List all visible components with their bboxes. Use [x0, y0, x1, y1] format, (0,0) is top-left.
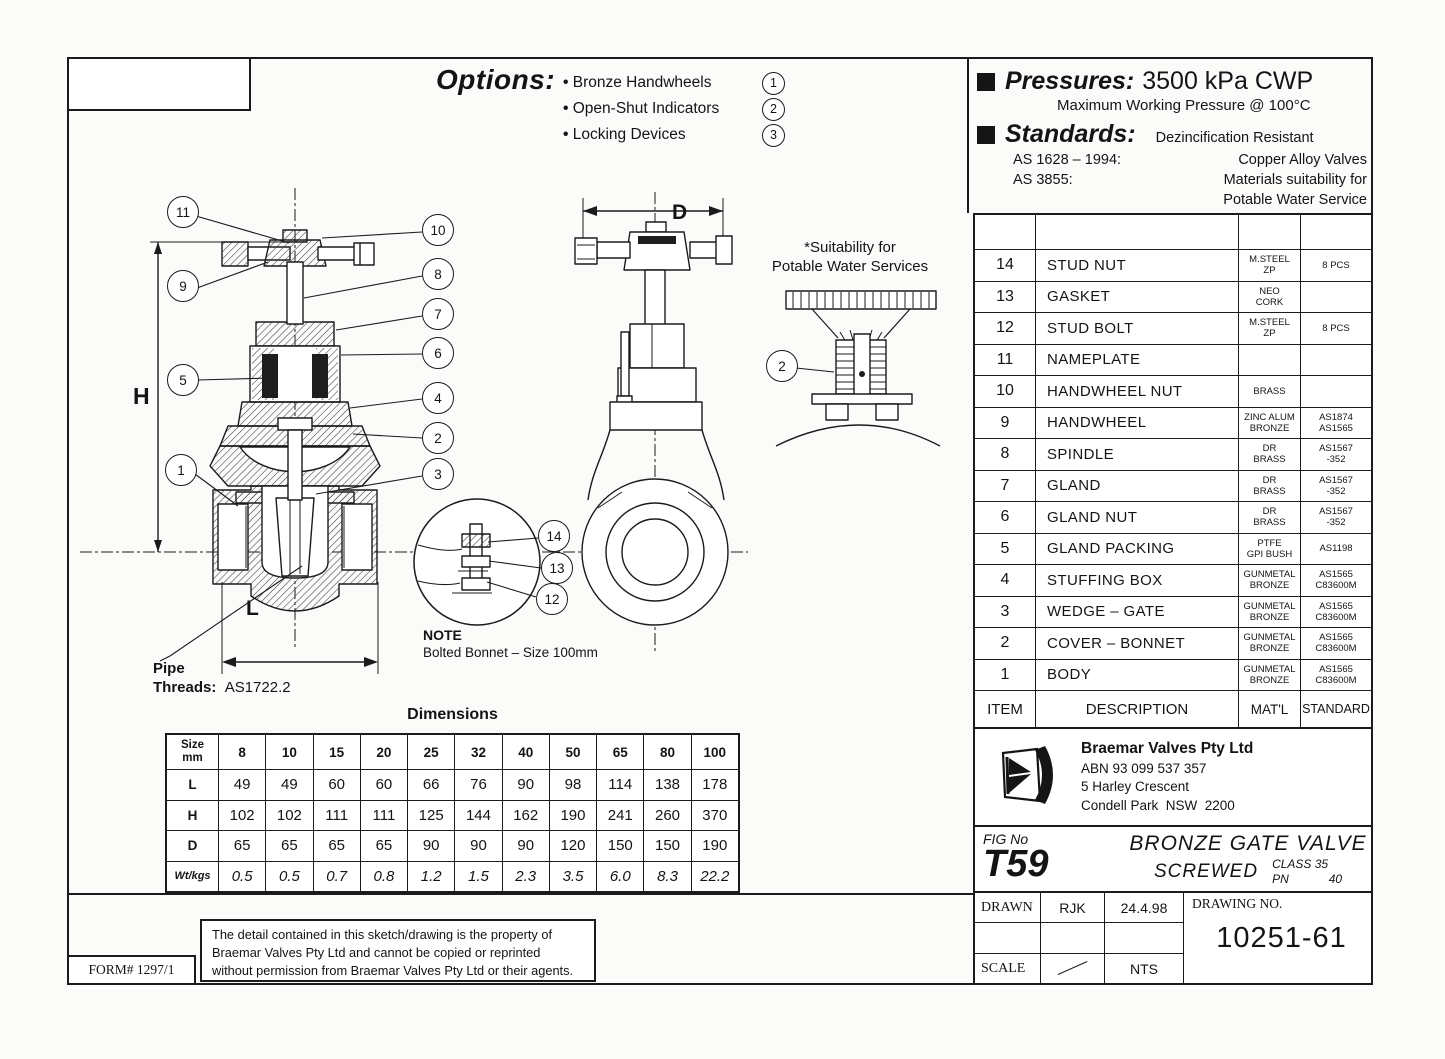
- dim-value: 138: [643, 770, 690, 800]
- dim-size-value: 32: [454, 735, 501, 769]
- part-material: [1238, 345, 1300, 376]
- part-description: GLAND NUT: [1035, 502, 1238, 533]
- valve-side-view: [575, 198, 732, 625]
- part-description: HANDWHEEL: [1035, 408, 1238, 439]
- part-description: GASKET: [1035, 282, 1238, 313]
- callout-9: 9: [167, 270, 199, 302]
- option-number-badge: 3: [762, 124, 785, 147]
- standards-title: Standards:: [1005, 120, 1136, 148]
- part-material: BRASS: [1238, 376, 1300, 407]
- pressures-title: Pressures:: [1005, 67, 1135, 95]
- note-text: Bolted Bonnet – Size 100mm: [423, 645, 598, 660]
- company-name: Braemar Valves Pty Ltd: [1081, 740, 1254, 758]
- dim-value: 0.5: [265, 862, 312, 892]
- part-standard: AS1567 -352: [1300, 471, 1371, 502]
- part-description: GLAND: [1035, 471, 1238, 502]
- option-item: [563, 126, 785, 144]
- part-item-number: 13: [996, 287, 1014, 305]
- dim-value: 66: [407, 770, 454, 800]
- part-standard: [1300, 282, 1371, 313]
- drawing-no-label: DRAWING NO.: [1192, 896, 1283, 911]
- standard-code: AS 1628 – 1994:: [1013, 152, 1122, 168]
- part-item-number: 11: [996, 350, 1014, 368]
- dim-value: 22.2: [691, 862, 738, 892]
- pipe-threads-label: Threads:: [153, 679, 217, 696]
- part-standard: AS1567 -352: [1300, 439, 1371, 470]
- dim-size-value: 15: [313, 735, 360, 769]
- pressures-row: [977, 67, 1367, 96]
- standards-lead: Dezincification Resistant: [1155, 130, 1314, 146]
- standards-item: [1013, 150, 1367, 170]
- pipe-label: Pipe: [153, 660, 185, 677]
- dim-value: 60: [313, 770, 360, 800]
- part-description: STUFFING BOX: [1035, 565, 1238, 596]
- dim-row-label: H: [187, 807, 198, 823]
- parts-table-row: [975, 533, 1371, 565]
- option-label: • Locking Devices: [563, 126, 686, 144]
- header-standard: STANDARD: [1300, 691, 1371, 727]
- part-item-number: 7: [1000, 476, 1010, 494]
- options-list: [563, 74, 785, 144]
- part-item-number: 2: [1000, 634, 1010, 652]
- part-material: GUNMETAL BRONZE: [1238, 565, 1300, 596]
- dim-value: 1.2: [407, 862, 454, 892]
- callout-2: 2: [422, 422, 454, 454]
- callout-12: 12: [536, 583, 568, 615]
- parts-table-row: [975, 627, 1371, 659]
- part-item-number: 1: [1000, 665, 1010, 683]
- callout-1: 1: [165, 454, 197, 486]
- dim-value: 1.5: [454, 862, 501, 892]
- empty-cell: [1104, 922, 1183, 953]
- part-description: STUD BOLT: [1035, 313, 1238, 344]
- note-title: NOTE: [423, 627, 462, 643]
- pressures-subtitle: Maximum Working Pressure @ 100°C: [1057, 97, 1311, 114]
- empty-cell: [1040, 922, 1104, 953]
- part-material: PTFE GPI BUSH: [1238, 534, 1300, 565]
- option-number-badge: 2: [762, 98, 785, 121]
- company-block: [973, 727, 1373, 827]
- callout-14: 14: [538, 520, 570, 552]
- part-item-number: 14: [996, 256, 1014, 274]
- option-number-badge: 1: [762, 72, 785, 95]
- dim-value: 90: [407, 831, 454, 861]
- dim-value: 0.8: [360, 862, 407, 892]
- company-address-2: Condell Park NSW 2200: [1081, 797, 1235, 813]
- dim-value: 178: [691, 770, 738, 800]
- part-item-number: 6: [1000, 508, 1010, 526]
- connection-type: SCREWED: [1153, 860, 1259, 882]
- part-material: NEO CORK: [1238, 282, 1300, 313]
- dimensions-table: [165, 733, 740, 893]
- product-subtitle-row: [1154, 857, 1342, 886]
- dim-size-header: Size mm: [180, 739, 204, 764]
- dim-value: 60: [360, 770, 407, 800]
- company-text: [1081, 739, 1253, 815]
- parts-table-header-row: [975, 690, 1371, 727]
- options-title: Options:: [436, 64, 556, 95]
- dim-size-value: 100: [691, 735, 738, 769]
- dim-value: 125: [407, 801, 454, 831]
- part-material: GUNMETAL BRONZE: [1238, 628, 1300, 659]
- parts-table-row: [975, 564, 1371, 596]
- pressures-standards-panel: [967, 57, 1373, 213]
- part-standard: [1300, 345, 1371, 376]
- scale-value: NTS: [1104, 953, 1183, 983]
- standards-row-title: [977, 120, 1367, 149]
- dim-value: 102: [218, 801, 265, 831]
- dim-value: 150: [596, 831, 643, 861]
- bottom-divider-line: [67, 893, 973, 895]
- dim-value: 90: [502, 831, 549, 861]
- dim-value: 8.3: [643, 862, 690, 892]
- potable-indicator: [772, 239, 940, 446]
- dim-size-value: 8: [218, 735, 265, 769]
- dim-value: 76: [454, 770, 501, 800]
- dim-value: 111: [313, 801, 360, 831]
- svg-text:Threads: AS1722.2: [153, 679, 291, 696]
- dim-size-cells: [218, 735, 738, 769]
- standard-desc: Potable Water Service: [1223, 192, 1367, 208]
- dim-value: 102: [265, 801, 312, 831]
- part-item-number: 10: [996, 382, 1014, 400]
- dim-row-D: [167, 830, 738, 861]
- part-material: GUNMETAL BRONZE: [1238, 660, 1300, 691]
- scale-label: SCALE: [975, 953, 1040, 983]
- parts-table-row: [975, 438, 1371, 470]
- parts-table-empty-row: [975, 215, 1371, 249]
- dim-value: 120: [549, 831, 596, 861]
- part-material: GUNMETAL BRONZE: [1238, 597, 1300, 628]
- drawing-number: 10251-61: [1216, 922, 1347, 954]
- parts-table-row: [975, 659, 1371, 691]
- callout-6: 6: [422, 337, 454, 369]
- part-item-number: 4: [1000, 571, 1010, 589]
- parts-table-row: [975, 407, 1371, 439]
- dim-value: 65: [265, 831, 312, 861]
- parts-table-row: [975, 375, 1371, 407]
- valve-drawing: [70, 170, 970, 710]
- callout-13: 13: [541, 552, 573, 584]
- dim-size-value: 65: [596, 735, 643, 769]
- suitability-line1: *Suitability for: [804, 239, 896, 256]
- part-item-number: 5: [1000, 539, 1010, 557]
- drawing-no-cell: [1183, 893, 1371, 983]
- dim-value: 144: [454, 801, 501, 831]
- company-abn: ABN 93 099 537 357: [1081, 761, 1207, 777]
- callout-8: 8: [422, 258, 454, 290]
- part-standard: [1300, 376, 1371, 407]
- part-material: M.STEEL ZP: [1238, 250, 1300, 281]
- company-address-1: 5 Harley Crescent: [1081, 779, 1190, 795]
- standard-desc: Materials suitability for: [1223, 172, 1367, 188]
- part-standard: AS1198: [1300, 534, 1371, 565]
- title-strip-empty-box: [67, 57, 251, 111]
- parts-table-row: [975, 249, 1371, 281]
- dim-row-label: Wt/kgs: [174, 870, 211, 883]
- part-description: BODY: [1035, 660, 1238, 691]
- parts-table-row: [975, 344, 1371, 376]
- h-dim-label: H: [133, 383, 150, 409]
- dim-value: 0.7: [313, 862, 360, 892]
- drawn-label: DRAWN: [981, 899, 1033, 915]
- dim-value: 241: [596, 801, 643, 831]
- fig-no-label: FIG No: [983, 831, 1029, 847]
- dim-value: 111: [360, 801, 407, 831]
- part-item-number: 9: [1000, 413, 1010, 431]
- disclaimer-line: Braemar Valves Pty Ltd and cannot be copied or reprinted: [212, 945, 541, 961]
- option-label: • Open-Shut Indicators: [563, 100, 719, 118]
- part-item-number: 3: [1000, 602, 1010, 620]
- part-description: NAMEPLATE: [1035, 345, 1238, 376]
- parts-table-row: [975, 501, 1371, 533]
- dim-size-value: 80: [643, 735, 690, 769]
- suitability-line2: Potable Water Services: [771, 258, 929, 275]
- dim-row-label: D: [187, 838, 198, 854]
- callout-11: 11: [167, 196, 199, 228]
- fig-number: T59: [983, 843, 1049, 885]
- dim-value: 260: [643, 801, 690, 831]
- valve-front-view: [210, 230, 380, 611]
- part-item-number: 8: [1000, 445, 1010, 463]
- part-description: SPINDLE: [1035, 439, 1238, 470]
- dim-value: 65: [360, 831, 407, 861]
- dim-value: 3.5: [549, 862, 596, 892]
- fig-block: [973, 825, 1373, 893]
- scale-slash-icon: [1056, 960, 1090, 978]
- scale-slash-cell: [1040, 953, 1104, 983]
- fig-left: [975, 827, 1125, 891]
- dim-value: 90: [502, 770, 549, 800]
- part-description: WEDGE – GATE: [1035, 597, 1238, 628]
- d-dim-label: D: [672, 201, 688, 224]
- disclaimer-line: without permission from Braemar Valves Pty Ltd or their agents.: [212, 963, 574, 979]
- empty-cell: [975, 922, 1040, 953]
- part-standard: AS1874 AS1565: [1300, 408, 1371, 439]
- dim-row-H: [167, 800, 738, 831]
- dim-value: 49: [265, 770, 312, 800]
- header-description: DESCRIPTION: [1035, 691, 1238, 727]
- parts-table: [973, 213, 1373, 729]
- parts-table-body: [975, 249, 1371, 690]
- pn-value: 40: [1328, 871, 1343, 886]
- pipe-threads-value: AS1722.2: [224, 679, 291, 696]
- product-title: BRONZE GATE VALVE: [1129, 832, 1367, 856]
- header-item: ITEM: [987, 700, 1023, 718]
- form-number-box: FORM# 1297/1: [67, 955, 196, 985]
- callout-7: 7: [422, 298, 454, 330]
- drawn-date: 24.4.98: [1104, 893, 1183, 922]
- dim-row-weight: [167, 861, 738, 892]
- callout-5: 5: [167, 364, 199, 396]
- dim-size-value: 50: [549, 735, 596, 769]
- dim-size-value: 40: [502, 735, 549, 769]
- dim-row-label: L: [188, 777, 197, 793]
- parts-table-row: [975, 312, 1371, 344]
- braemar-logo-icon: [993, 744, 1067, 811]
- part-standard: AS1567 -352: [1300, 502, 1371, 533]
- parts-table-row: [975, 596, 1371, 628]
- dim-size-value: 25: [407, 735, 454, 769]
- part-material: DR BRASS: [1238, 439, 1300, 470]
- part-standard: AS1565 C83600M: [1300, 660, 1371, 691]
- part-standard: AS1565 C83600M: [1300, 565, 1371, 596]
- part-material: DR BRASS: [1238, 471, 1300, 502]
- dim-value: 190: [691, 831, 738, 861]
- standards-item: [1013, 170, 1367, 190]
- part-standard: 8 PCS: [1300, 313, 1371, 344]
- part-material: ZINC ALUM BRONZE: [1238, 408, 1300, 439]
- dim-row-L: [167, 769, 738, 800]
- pn-row: [1272, 872, 1342, 886]
- dim-value: 114: [596, 770, 643, 800]
- standards-list: [1013, 150, 1367, 210]
- dim-value: 370: [691, 801, 738, 831]
- dim-value: 65: [313, 831, 360, 861]
- dim-size-value: 20: [360, 735, 407, 769]
- part-standard: AS1565 C83600M: [1300, 597, 1371, 628]
- parts-table-row: [975, 281, 1371, 313]
- class-pn-col: [1272, 857, 1342, 886]
- title-block: [973, 891, 1373, 985]
- bullet-square-icon: [977, 126, 995, 144]
- bonnet-detail: [414, 499, 598, 660]
- part-description: GLAND PACKING: [1035, 534, 1238, 565]
- dim-value: 0.5: [218, 862, 265, 892]
- option-item: [563, 100, 785, 118]
- part-description: STUD NUT: [1035, 250, 1238, 281]
- dim-value: 6.0: [596, 862, 643, 892]
- dim-value: 98: [549, 770, 596, 800]
- disclaimer-box: [200, 919, 596, 982]
- part-description: COVER – BONNET: [1035, 628, 1238, 659]
- fig-right: [1125, 827, 1371, 891]
- pressures-value: 3500 kPa CWP: [1142, 67, 1314, 95]
- standard-code: AS 3855:: [1013, 172, 1073, 188]
- part-material: DR BRASS: [1238, 502, 1300, 533]
- standards-item: [1013, 190, 1367, 210]
- dimensions-header-row: [167, 735, 738, 769]
- pn-label: PN: [1272, 871, 1289, 886]
- part-standard: AS1565 C83600M: [1300, 628, 1371, 659]
- dimensions-title: Dimensions: [407, 706, 498, 723]
- dim-value: 150: [643, 831, 690, 861]
- standard-desc: Copper Alloy Valves: [1238, 152, 1367, 168]
- part-material: M.STEEL ZP: [1238, 313, 1300, 344]
- callout-2-indicator: 2: [766, 350, 798, 382]
- callout-4: 4: [422, 382, 454, 414]
- class-label: CLASS 35: [1272, 857, 1329, 872]
- dim-value: 190: [549, 801, 596, 831]
- dim-size-value: 10: [265, 735, 312, 769]
- option-label: • Bronze Handwheels: [563, 74, 711, 92]
- disclaimer-line: The detail contained in this sketch/drawing is the property of: [212, 927, 553, 942]
- drawn-by: RJK: [1040, 893, 1104, 922]
- dim-value: 2.3: [502, 862, 549, 892]
- parts-table-row: [975, 470, 1371, 502]
- option-item: [563, 74, 785, 92]
- dim-value: 49: [218, 770, 265, 800]
- callout-10: 10: [422, 214, 454, 246]
- part-description: HANDWHEEL NUT: [1035, 376, 1238, 407]
- part-item-number: 12: [996, 319, 1014, 337]
- dim-value: 90: [454, 831, 501, 861]
- callout-3: 3: [422, 458, 454, 490]
- header-matl: MAT'L: [1238, 691, 1300, 727]
- bullet-square-icon: [977, 73, 995, 91]
- l-dim-label: L: [246, 597, 259, 620]
- dim-value: 162: [502, 801, 549, 831]
- dim-value: 65: [218, 831, 265, 861]
- part-standard: 8 PCS: [1300, 250, 1371, 281]
